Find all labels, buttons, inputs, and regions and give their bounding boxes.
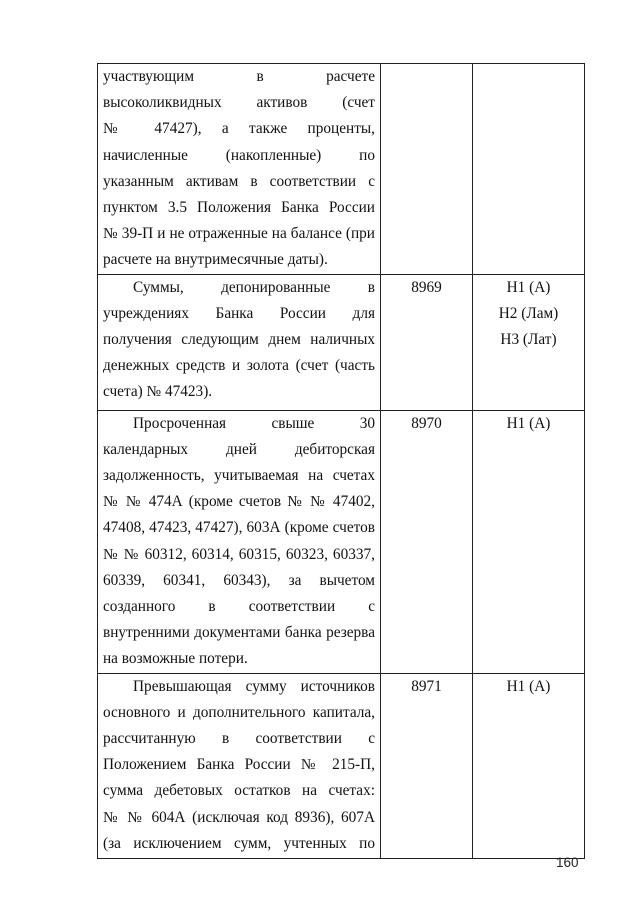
description-cell [98, 410, 381, 673]
code-cell: 8971 [381, 673, 473, 858]
norm-cell [473, 64, 585, 275]
norm-label: Н1 (А) [506, 278, 551, 296]
text-line: созданного в соответствии с [103, 598, 375, 616]
norm-cell [473, 410, 585, 673]
text-line: на возможные потери. [103, 650, 248, 668]
text-line: учреждениях Банка России для [103, 304, 375, 322]
text-line: Просроченная свыше 30 [133, 414, 375, 432]
text-line: № № 474А (кроме счетов № № 47402, [103, 493, 375, 511]
text-line: № № 60312, 60314, 60315, 60323, 60337, [103, 545, 375, 563]
text-line: № 47427), а также проценты, [103, 120, 375, 138]
text-line: основного и дополнительного капитала, [103, 703, 375, 721]
table-row [98, 673, 585, 858]
text-line: 47408, 47423, 47427), 603А (кроме счетов [103, 519, 375, 537]
norm-cell [473, 274, 585, 410]
table-row [98, 64, 585, 275]
text-line: сумма дебетовых остатков на счетах: [103, 782, 375, 800]
norm-label: Н2 (Лам) [498, 304, 559, 322]
text-line: указанным активам в соответствии с [103, 172, 375, 190]
norm-label: Н1 (А) [506, 414, 551, 432]
text-line: рассчитанную в соответствии с [103, 730, 375, 748]
text-line: внутренними документами банка резерва [103, 624, 375, 642]
text-line: денежных средств и золота (счет (часть [103, 357, 375, 375]
text-line: счета) № 47423). [103, 383, 213, 401]
text-line: 60339, 60341, 60343), за вычетом [103, 571, 375, 589]
code-cell [381, 64, 473, 275]
norm-label: Н3 (Лат) [500, 331, 557, 349]
text-line: пунктом 3.5 Положения Банка России [103, 199, 375, 217]
text-line: участвующим в расчете [103, 68, 375, 85]
text-line: начисленные (накопленные) по [103, 146, 375, 164]
table-row [98, 410, 585, 673]
data-table [97, 63, 585, 859]
description-cell [98, 673, 381, 858]
text-line: календарных дней дебиторская [103, 440, 375, 458]
description-cell [98, 64, 381, 275]
table-row [98, 274, 585, 410]
text-line: Превышающая сумму источников [133, 677, 375, 695]
text-line: расчете на внутримесячные даты). [103, 251, 328, 269]
norm-label: Н1 (А) [506, 677, 551, 695]
description-cell [98, 274, 381, 410]
page-number: 160 [556, 855, 579, 870]
code-cell: 8969 [381, 274, 473, 410]
norm-cell [473, 673, 585, 858]
text-line: задолженность, учитываемая на счетах [103, 467, 375, 485]
text-line: № № 604А (исключая код 8936), 607А [103, 808, 375, 826]
text-line: № 39-П и не отраженные на балансе (при [103, 225, 375, 243]
text-line: Положением Банка России № 215-П, [103, 756, 375, 774]
text-line: получения следующим днем наличных [103, 331, 375, 349]
code-cell: 8970 [381, 410, 473, 673]
text-line: высоколиквидных активов (счет [103, 94, 375, 112]
text-line: (за исключением сумм, учтенных по [103, 834, 375, 852]
text-line: Суммы, депонированные в [133, 278, 375, 296]
